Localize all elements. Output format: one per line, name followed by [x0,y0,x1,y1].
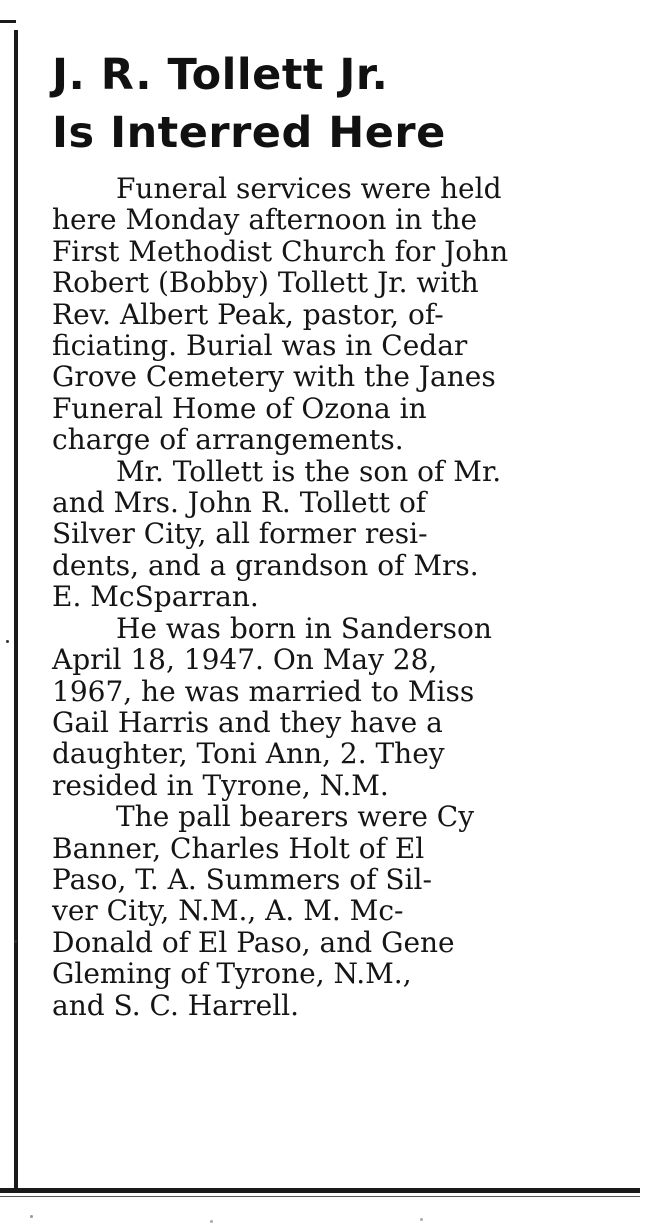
text-line: He was born in Sanderson [116,611,492,645]
print-speck [14,940,17,943]
text-line: Silver City, all former resi- [52,517,428,551]
print-speck [210,1220,213,1223]
headline-line-2: Is Interred Here [52,108,446,158]
text-line: 1967, he was married to Miss [52,674,475,708]
text-line: Donald of El Paso, and Gene [52,925,455,959]
text-line: here Monday afternoon in the [52,203,478,237]
text-line: Paso, T. A. Summers of Sil- [52,862,432,896]
text-line: Mr. Tollett is the son of Mr. [116,454,502,488]
paragraph-family [52,456,612,613]
text-line: E. McSparran. [52,580,259,614]
article-body [52,173,612,1021]
text-line: resided in Tyrone, N.M. [52,768,389,802]
print-speck [420,1218,423,1221]
text-line: The pall bearers were Cy [116,800,475,834]
text-line: Funeral Home of Ozona in [52,391,427,425]
text-line: Grove Cemetery with the Janes [52,360,496,394]
text-line: Robert (Bobby) Tollett Jr. with [52,266,479,300]
column-rule-bottom-thin [0,1196,640,1197]
text-line: and Mrs. John R. Tollett of [52,486,427,520]
text-line: dents, and a grandson of Mrs. [52,548,479,582]
text-line: April 18, 1947. On May 28, [52,643,438,677]
column-rule-bottom [0,1188,640,1193]
print-speck [6,640,9,643]
headline-line-1: J. R. Tollett Jr. [52,50,389,100]
headline [52,46,446,162]
text-line: Funeral services were held [116,172,502,205]
print-speck [30,1215,33,1218]
paragraph-biography [52,613,612,801]
column-rule-left [14,30,18,1192]
paragraph-pall-bearers [52,801,612,1021]
text-line: and S. C. Harrell. [52,988,300,1022]
text-line: Gail Harris and they have a [52,705,443,739]
text-line: ver City, N.M., A. M. Mc- [52,894,404,928]
paragraph-funeral-services [52,173,612,456]
text-line: First Methodist Church for John [52,234,509,268]
text-line: charge of arrangements. [52,423,404,457]
text-line: Rev. Albert Peak, pastor, of- [52,297,444,331]
text-line: Gleming of Tyrone, N.M., [52,957,412,991]
text-line: daughter, Toni Ann, 2. They [52,737,445,771]
text-line: Banner, Charles Holt of El [52,831,425,865]
clipping-edge-mark [0,20,16,23]
text-line: ficiating. Burial was in Cedar [52,329,468,363]
